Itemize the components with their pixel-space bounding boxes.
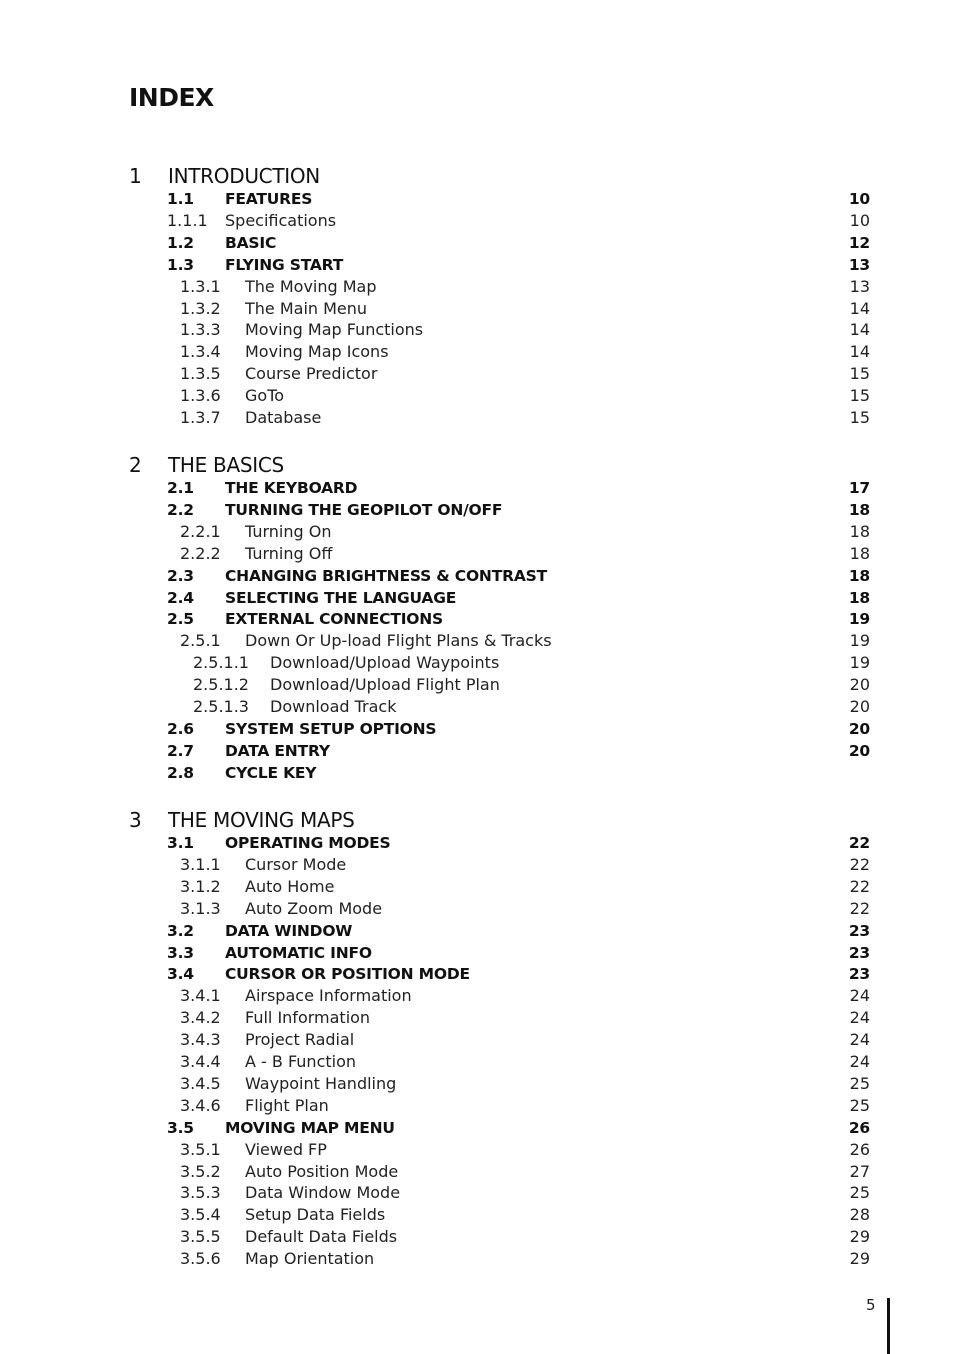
toc-entry-page: 24	[849, 1008, 870, 1028]
toc-entry-number: 2.6	[167, 719, 194, 738]
toc-entry-number: 3.5.6	[180, 1249, 221, 1269]
toc-entry-page: 24	[849, 986, 870, 1006]
toc-entry-number: 1.3.3	[180, 320, 221, 340]
toc-entry-title: Default Data Fields	[245, 1227, 398, 1247]
toc-entry-title: EXTERNAL CONNECTIONS	[225, 610, 443, 629]
section-title: THE MOVING MAPS	[168, 808, 355, 832]
toc-entry-number: 3.5	[167, 1118, 194, 1137]
toc-entry-page: 14	[849, 320, 870, 340]
toc-entry-page: 19	[848, 610, 870, 629]
section-title: THE BASICS	[168, 453, 284, 477]
toc-entry-title: Turning Off	[245, 543, 333, 563]
toc-entry-number: 3.1	[167, 834, 194, 852]
toc-entry[interactable]	[167, 477, 870, 499]
toc-entry-number: 3.1.1	[180, 854, 221, 874]
toc-entry-title: TURNING THE GEOPILOT ON/OFF	[225, 500, 503, 519]
toc-entry-page: 22	[849, 876, 870, 896]
toc-entry-page: 18	[848, 566, 870, 585]
toc-entry-number: 3.1.3	[180, 898, 221, 918]
toc-entry-title: Turning On	[245, 521, 332, 541]
toc-entry-title: Auto Home	[245, 876, 335, 896]
toc-entry-number: 1.3.2	[180, 298, 221, 318]
section-heading[interactable]	[129, 163, 870, 189]
toc-entry-number: 3.4.5	[180, 1073, 221, 1093]
toc-entry-page: 26	[849, 1139, 870, 1159]
toc-entry-number: 3.4.6	[180, 1095, 221, 1115]
toc-entry-page: 18	[848, 588, 870, 607]
section-title: INTRODUCTION	[168, 164, 320, 188]
toc-entry-title: DATA WINDOW	[225, 921, 353, 940]
toc-entry-number: 1.1.1	[167, 210, 208, 230]
toc-entry[interactable]	[167, 630, 870, 652]
toc-entry-page: 20	[849, 697, 870, 716]
toc-entry-title: SELECTING THE LANGUAGE	[225, 588, 457, 607]
toc-entry-page: 18	[849, 521, 870, 541]
toc-entry[interactable]	[167, 1029, 870, 1051]
toc-entry-page: 27	[849, 1161, 870, 1181]
toc-entry-page: 13	[849, 276, 870, 296]
toc-entry[interactable]	[167, 565, 870, 587]
toc-entry[interactable]	[167, 254, 870, 276]
page-title: INDEX	[129, 83, 214, 112]
toc-entry[interactable]	[167, 920, 870, 942]
toc-entry-title: DATA ENTRY	[225, 741, 330, 760]
toc-entry-number: 2.5.1.2	[193, 675, 249, 695]
toc-entry-title: Full Information	[245, 1008, 371, 1028]
toc-entry-title: OPERATING MODES	[225, 834, 391, 852]
toc-entry-page: 18	[848, 500, 870, 519]
toc-entry-number: 2.3	[167, 566, 194, 585]
toc-entry[interactable]	[167, 1073, 870, 1095]
toc-entry-number: 2.5.1.1	[193, 653, 249, 673]
toc-entry-title: BASIC	[225, 233, 277, 252]
toc-entry-number: 3.4	[167, 965, 194, 984]
toc-entry[interactable]	[167, 210, 870, 232]
toc-entry-page: 29	[849, 1227, 870, 1247]
toc-entry-number: 1.3.6	[180, 386, 221, 406]
toc-entry-number: 2.5.1	[180, 631, 221, 651]
toc-entry[interactable]	[167, 608, 870, 630]
toc-entry[interactable]	[167, 363, 870, 385]
toc-entry-number: 3.4.2	[180, 1008, 221, 1028]
toc-entry-title: Download/Upload Waypoints	[270, 653, 500, 673]
toc-entry[interactable]	[167, 521, 870, 543]
toc-entry-page: 23	[848, 921, 870, 940]
toc-entry-page: 20	[848, 741, 870, 760]
toc-entry-title: The Main Menu	[245, 298, 368, 318]
toc-entry[interactable]	[167, 232, 870, 254]
toc-entry[interactable]	[167, 963, 870, 985]
toc-entry[interactable]	[167, 1007, 870, 1029]
toc-entry-page: 14	[849, 298, 870, 318]
toc-entry-title: CURSOR OR POSITION MODE	[225, 965, 470, 984]
toc-entry-page: 28	[849, 1205, 870, 1225]
toc-entry[interactable]	[167, 876, 870, 898]
toc-entry[interactable]	[167, 587, 870, 609]
toc-entry-page: 24	[849, 1052, 870, 1071]
toc-entry-title: Project Radial	[245, 1030, 355, 1050]
toc-entry-number: 2.7	[167, 741, 194, 760]
toc-entry-number: 3.5.5	[180, 1227, 221, 1247]
page-edge-rule	[887, 1298, 890, 1354]
toc-entry[interactable]	[167, 1248, 870, 1270]
toc-entry-number: 1.2	[167, 233, 194, 252]
toc-entry[interactable]	[167, 1117, 870, 1139]
toc-entry-title: CHANGING BRIGHTNESS & CONTRAST	[225, 566, 547, 585]
toc-entry-title: Cursor Mode	[245, 854, 347, 874]
page-number: 5	[866, 1296, 876, 1314]
toc-entry-title: A - B Function	[245, 1052, 357, 1071]
toc-entry[interactable]	[167, 1204, 870, 1226]
toc-entry-page: 18	[849, 543, 870, 563]
toc-entry-title: SYSTEM SETUP OPTIONS	[225, 719, 437, 738]
toc-entry-title: Map Orientation	[245, 1249, 375, 1269]
toc-entry[interactable]	[167, 854, 870, 876]
section-number: 1	[129, 164, 142, 188]
toc-entry-title: Data Window Mode	[245, 1183, 401, 1203]
toc-entry-page: 12	[848, 233, 870, 252]
toc-entry-title: THE KEYBOARD	[225, 479, 358, 497]
toc-entry[interactable]	[167, 652, 870, 674]
toc-entry[interactable]	[167, 341, 870, 363]
toc-entry-title: Download/Upload Flight Plan	[270, 675, 500, 695]
toc-entry[interactable]	[167, 1051, 870, 1073]
toc-entry[interactable]	[167, 718, 870, 740]
toc-entry[interactable]	[167, 385, 870, 407]
toc-entry[interactable]	[167, 832, 870, 854]
toc-entry-title: Moving Map Icons	[245, 342, 389, 362]
toc-entry-page: 25	[849, 1073, 870, 1093]
toc-entry-page: 23	[848, 965, 870, 984]
toc-entry-page: 19	[849, 631, 870, 651]
toc-entry-page: 17	[848, 479, 870, 497]
toc-entry-number: 3.3	[167, 943, 194, 962]
toc-entry-page: 10	[848, 190, 870, 208]
toc-entry[interactable]	[167, 188, 870, 210]
toc-entry-number: 3.1.2	[180, 876, 221, 896]
toc-entry-title: Database	[245, 408, 322, 427]
toc-entry[interactable]	[167, 985, 870, 1007]
toc-entry-title: The Moving Map	[245, 276, 377, 296]
toc-entry-number: 3.2	[167, 921, 194, 940]
toc-entry-page: 15	[849, 408, 870, 427]
toc-entry-page: 25	[849, 1095, 870, 1115]
toc-entry[interactable]	[167, 898, 870, 920]
toc-entry-page: 23	[848, 943, 870, 962]
toc-entry-page: 24	[849, 1030, 870, 1050]
toc-entry[interactable]	[167, 740, 870, 762]
toc-entry-title: AUTOMATIC INFO	[225, 943, 372, 962]
toc-entry-title: Specifications	[225, 210, 337, 230]
toc-entry-title: Setup Data Fields	[245, 1205, 386, 1225]
toc-entry-number: 3.5.3	[180, 1183, 221, 1203]
toc-entry[interactable]	[167, 319, 870, 341]
toc-entry[interactable]	[167, 298, 870, 320]
toc-entry-title: Auto Zoom Mode	[245, 898, 383, 918]
toc-entry-title: CYCLE KEY	[225, 763, 317, 782]
toc-entry-title: Moving Map Functions	[245, 320, 424, 340]
toc-entry-number: 2.1	[167, 479, 194, 497]
toc-entry-page: 10	[849, 210, 870, 230]
toc-entry-number: 2.5.1.3	[193, 697, 249, 716]
section-number: 2	[129, 453, 142, 477]
toc-entry-page: 22	[848, 834, 870, 852]
toc-entry[interactable]	[167, 1182, 870, 1204]
toc-entry-title: Download Track	[270, 697, 397, 716]
toc-entry-title: Down Or Up-load Flight Plans & Tracks	[245, 631, 552, 651]
toc-entry-number: 1.1	[167, 190, 194, 208]
toc-entry[interactable]	[167, 942, 870, 964]
toc-entry-number: 1.3.5	[180, 364, 221, 384]
toc-entry[interactable]	[167, 762, 870, 784]
toc-entry-page: 15	[849, 364, 870, 384]
toc-entry-title: MOVING MAP MENU	[225, 1118, 395, 1137]
toc-entry-title: Viewed FP	[245, 1139, 327, 1159]
toc-entry-number: 2.4	[167, 588, 194, 607]
toc-entry-page: 15	[849, 386, 870, 406]
toc-entry-title: Waypoint Handling	[245, 1073, 397, 1093]
toc-entry-number: 1.3.1	[180, 276, 221, 296]
toc-entry-page: 20	[849, 675, 870, 695]
section-heading[interactable]	[129, 807, 870, 833]
toc-entry-page: 29	[849, 1249, 870, 1269]
toc-entry-page: 20	[848, 719, 870, 738]
toc-entry-number: 1.3	[167, 255, 194, 274]
toc-entry[interactable]	[167, 1226, 870, 1248]
toc-entry-page: 19	[849, 653, 870, 673]
toc-entry-title: Auto Position Mode	[245, 1161, 399, 1181]
toc-entry[interactable]	[167, 276, 870, 298]
toc-entry-number: 3.5.2	[180, 1161, 221, 1181]
toc-entry-page: 26	[848, 1118, 870, 1137]
toc-entry-number: 3.4.1	[180, 986, 221, 1006]
toc-entry-number: 1.3.4	[180, 342, 221, 362]
toc-entry-title: Airspace Information	[245, 986, 412, 1006]
toc-entry[interactable]	[167, 1161, 870, 1183]
section-heading[interactable]	[129, 452, 870, 478]
toc-entry-page: 25	[849, 1183, 870, 1203]
toc-entry-page: 22	[849, 898, 870, 918]
toc-entry-number: 3.4.3	[180, 1030, 221, 1050]
toc-entry-title: GoTo	[245, 386, 285, 406]
toc-entry[interactable]	[167, 696, 870, 718]
toc-entry-number: 1.3.7	[180, 408, 221, 427]
toc-entry-number: 2.2.2	[180, 543, 221, 563]
toc-entry-number: 3.5.1	[180, 1139, 221, 1159]
toc-entry[interactable]	[167, 674, 870, 696]
toc-entry[interactable]	[167, 1139, 870, 1161]
toc-entry-title: FEATURES	[225, 190, 313, 208]
toc-entry-page: 13	[848, 255, 870, 274]
toc-entry-number: 3.5.4	[180, 1205, 221, 1225]
toc-entry-page: 22	[849, 854, 870, 874]
toc-entry-page: 14	[849, 342, 870, 362]
toc-entry[interactable]	[167, 499, 870, 521]
toc-entry-number: 2.5	[167, 610, 194, 629]
toc-entry-number: 2.8	[167, 763, 194, 782]
toc-entry-number: 2.2	[167, 500, 194, 519]
toc-entry-number: 3.4.4	[180, 1052, 221, 1071]
section-number: 3	[129, 808, 142, 832]
toc-entry-title: Course Predictor	[245, 364, 378, 384]
toc-entry[interactable]	[167, 1095, 870, 1117]
toc-entry[interactable]	[167, 407, 870, 429]
toc-entry-number: 2.2.1	[180, 521, 221, 541]
toc-entry-title: FLYING START	[225, 255, 344, 274]
toc-entry[interactable]	[167, 543, 870, 565]
toc-entry-title: Flight Plan	[245, 1095, 329, 1115]
